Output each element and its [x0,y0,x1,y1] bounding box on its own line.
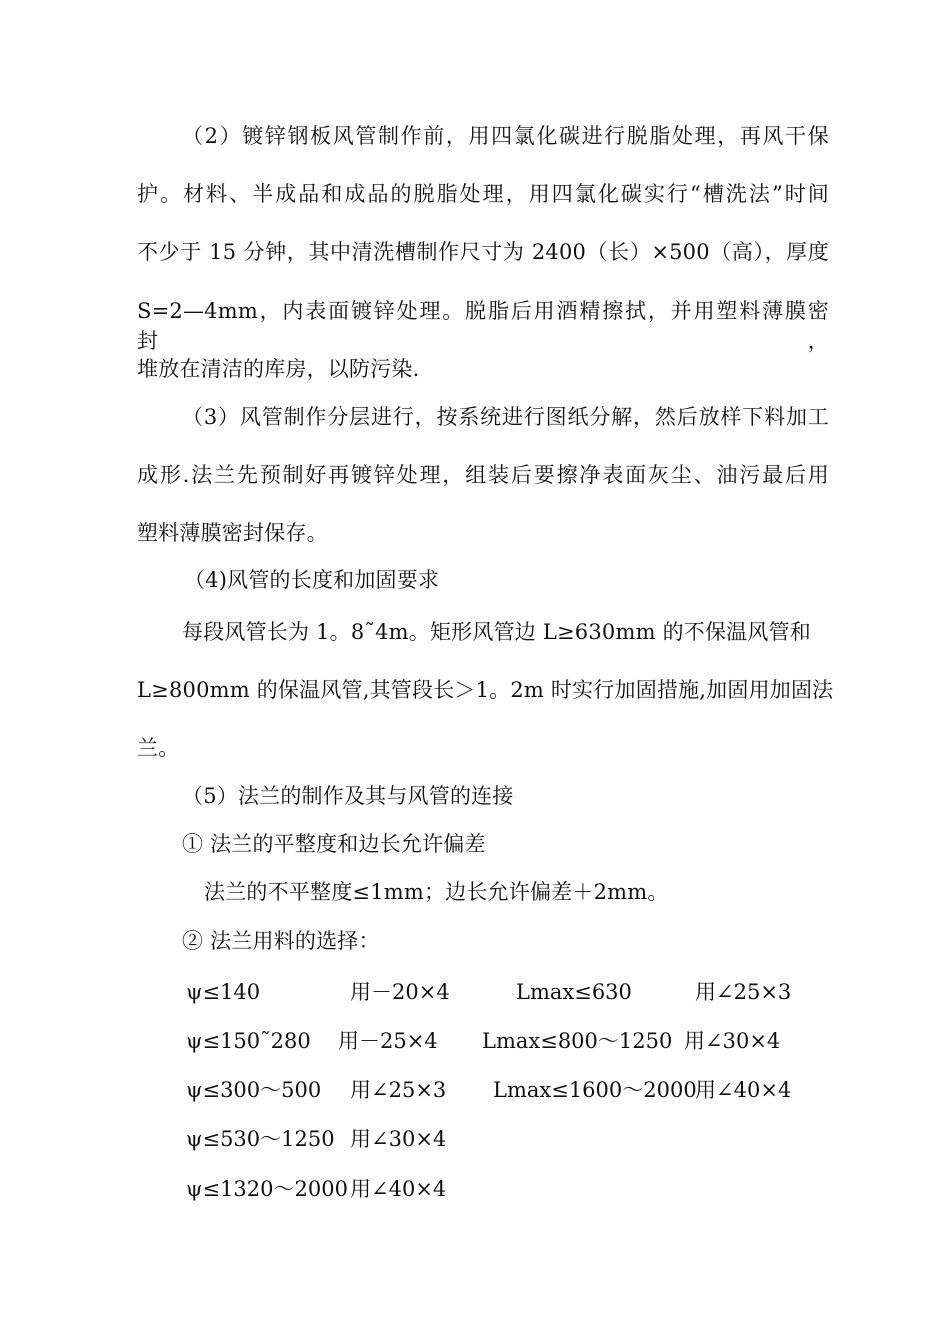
table-r4-c0: ψ≤1320～2000 [186,1177,348,1201]
table-r1-c0: ψ≤150˜280 [186,1029,311,1053]
para3-line3: 塑料薄膜密封保存。 [137,521,328,545]
para2-line3: 不少于 15 分钟，其中清洗槽制作尺寸为 2400（长）×500（高），厚度 [137,240,829,264]
section5-sub2: ② 法兰用料的选择： [182,929,380,953]
table-r2-c3: 用∠40×4 [695,1078,792,1102]
para4-line3: 兰。 [137,736,180,760]
para2-line1: （2）镀锌钢板风管制作前，用四氯化碳进行脱脂处理，再风干保 [182,124,829,148]
table-r2-c0: ψ≤300～500 [186,1078,322,1102]
table-r1-c3: 用∠30×4 [684,1029,781,1053]
table-r2-c1: 用∠25×3 [350,1078,447,1102]
table-r0-c1: 用－20×4 [350,980,450,1004]
table-r0-c2: Lmax≤630 [516,980,632,1004]
table-r0-c3: 用∠25×3 [695,980,792,1004]
table-r4-c1: 用∠40×4 [350,1177,447,1201]
section5-sub1-text: 法兰的不平整度≤1mm；边长允许偏差＋2mm。 [204,880,669,904]
para2-line4: S=2—4mm，内表面镀锌处理。脱脂后用酒精擦拭，并用塑料薄膜密封， [137,299,829,353]
table-r3-c1: 用∠30×4 [350,1127,447,1151]
table-r3-c0: ψ≤530～1250 [186,1127,335,1151]
table-r1-c2: Lmax≤800～1250 [482,1029,673,1053]
para4-line2: L≥800mm 的保温风管,其管段长＞1。2m 时实行加固措施,加固用加固法 [137,678,834,702]
para2-line2: 护。材料、半成品和成品的脱脂处理，用四氯化碳实行“槽洗法”时间 [137,182,829,206]
table-r1-c1: 用－25×4 [338,1029,438,1053]
para3-line1: （3）风管制作分层进行，按系统进行图纸分解，然后放样下料加工 [182,405,829,429]
table-r2-c2: Lmax≤1600～2000 [493,1078,697,1102]
para3-line2: 成形.法兰先预制好再镀锌处理，组装后要擦净表面灰尘、油污最后用 [137,463,829,487]
section5-sub1: ① 法兰的平整度和边长允许偏差 [182,832,486,856]
para2-line5: 堆放在清洁的库房，以防污染. [137,357,420,381]
section5-title: （5）法兰的制作及其与风管的连接 [182,784,514,808]
table-r0-c0: ψ≤140 [186,980,261,1004]
section4-title: （4)风管的长度和加固要求 [184,568,440,592]
para4-line1: 每段风管长为 1。8˜4m。矩形风管边 L≥630mm 的不保温风管和 [182,620,811,644]
